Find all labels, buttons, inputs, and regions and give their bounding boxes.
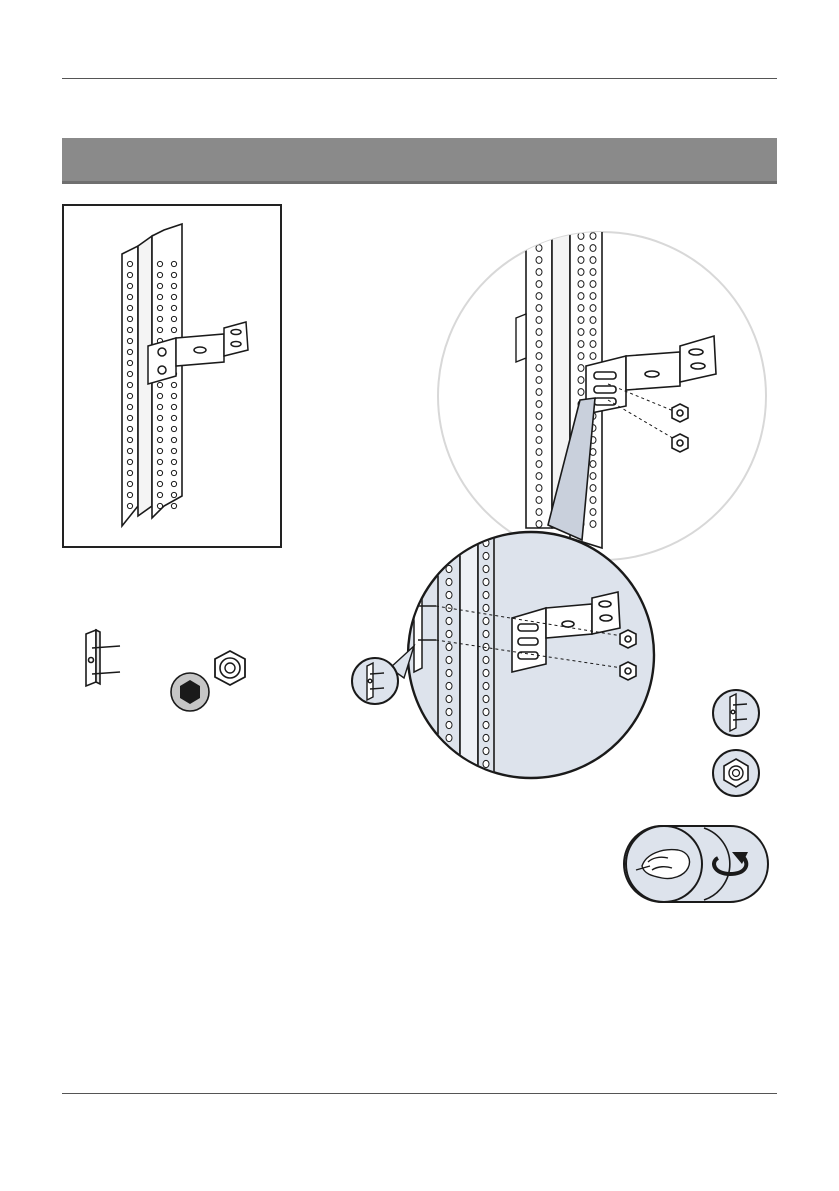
rail-hole	[446, 630, 452, 637]
rail-hole	[171, 426, 176, 431]
rail-hole	[157, 294, 162, 299]
rail-hole	[483, 773, 489, 780]
rack-rail-with-bracket-icon	[64, 206, 284, 550]
rail-hole	[157, 283, 162, 288]
hex-flange-nut-icon	[210, 648, 250, 688]
rail-hole	[578, 365, 584, 372]
rail-hole	[157, 503, 162, 508]
rail-hole	[157, 437, 162, 442]
rail-hole	[127, 316, 132, 321]
section-title	[62, 149, 76, 169]
rail-hole	[483, 552, 489, 559]
rail-hole	[590, 233, 596, 240]
overview-figure	[62, 204, 282, 548]
rail-hole	[446, 617, 452, 624]
rail-hole	[446, 773, 452, 780]
rail-hole	[483, 669, 489, 676]
rail-hole	[446, 669, 452, 676]
rail-hole	[483, 747, 489, 754]
rail-hole	[446, 760, 452, 767]
rail-hole	[483, 760, 489, 767]
rail-hole	[171, 305, 176, 310]
rail-hole	[127, 283, 132, 288]
hand-tighten-icon	[622, 822, 772, 906]
rail-hole	[446, 578, 452, 585]
rail-hole	[536, 329, 542, 336]
zoom-detail-view	[396, 520, 666, 790]
rail-hole	[483, 708, 489, 715]
rail-hole	[483, 695, 489, 702]
rail-hole	[127, 470, 132, 475]
rail-hole	[171, 481, 176, 486]
rail-hole	[157, 481, 162, 486]
rail-hole	[171, 459, 176, 464]
rail-hole	[483, 682, 489, 689]
rail-hole	[578, 353, 584, 360]
rail-hole	[157, 272, 162, 277]
rail-hole	[536, 257, 542, 264]
rail-hole	[127, 360, 132, 365]
rail-hole	[578, 245, 584, 252]
rail-hole	[536, 305, 542, 312]
rail-hole	[590, 329, 596, 336]
rail-hole	[536, 281, 542, 288]
rail-hole	[127, 382, 132, 387]
rail-hole	[590, 317, 596, 324]
rail-hole	[171, 415, 176, 420]
rail-hole	[578, 305, 584, 312]
clip-nut-side-icon	[711, 688, 761, 738]
rail-hole	[590, 245, 596, 252]
rail-hole	[590, 281, 596, 288]
rail-hole	[157, 404, 162, 409]
rail-hole	[578, 293, 584, 300]
rail-hole	[171, 437, 176, 442]
rail-hole	[157, 426, 162, 431]
rail-hole	[590, 341, 596, 348]
rail-hole	[127, 503, 132, 508]
rail-hole	[127, 261, 132, 266]
rail-hole	[157, 316, 162, 321]
rail-hole	[536, 353, 542, 360]
section-banner	[62, 138, 777, 184]
rail-hole	[171, 294, 176, 299]
rail-hole	[536, 245, 542, 252]
rail-hole	[127, 338, 132, 343]
hex-socket-icon	[168, 670, 212, 714]
rail-hole	[578, 257, 584, 264]
clip-nut-callout-icon	[350, 656, 400, 706]
rail-hole	[157, 459, 162, 464]
rail-hole	[127, 349, 132, 354]
rail-hole	[446, 734, 452, 741]
rail-hole	[127, 426, 132, 431]
rail-hole	[171, 327, 176, 332]
rail-hole	[578, 341, 584, 348]
rail-hole	[483, 734, 489, 741]
rail-hole	[127, 459, 132, 464]
rail-hole	[171, 272, 176, 277]
rail-hole	[171, 470, 176, 475]
nut-callout-icon	[711, 748, 761, 798]
rail-hole	[157, 305, 162, 310]
clip-nut-icon	[78, 628, 128, 688]
rail-hole	[578, 329, 584, 336]
rail-hole	[483, 656, 489, 663]
rail-hole	[446, 695, 452, 702]
rail-hole	[157, 492, 162, 497]
rail-hole	[590, 305, 596, 312]
rail-hole	[446, 643, 452, 650]
rail-hole	[157, 470, 162, 475]
rail-hole	[536, 233, 542, 240]
rail-hole	[157, 327, 162, 332]
rail-hole	[446, 721, 452, 728]
rail-hole	[157, 261, 162, 266]
rail-hole	[171, 503, 176, 508]
rail-hole	[127, 448, 132, 453]
rail-hole	[590, 269, 596, 276]
rail-hole	[536, 317, 542, 324]
rail-hole	[536, 269, 542, 276]
rail-hole	[446, 539, 452, 546]
rail-hole	[590, 353, 596, 360]
rail-hole	[536, 293, 542, 300]
rail-hole	[127, 305, 132, 310]
rail-hole	[578, 317, 584, 324]
rail-hole	[127, 404, 132, 409]
rail-hole	[536, 341, 542, 348]
rail-hole	[483, 578, 489, 585]
rail-hole	[171, 448, 176, 453]
rail-hole	[446, 656, 452, 663]
rail-hole	[171, 261, 176, 266]
rail-hole	[446, 526, 452, 533]
rail-hole	[127, 371, 132, 376]
rail-hole	[171, 382, 176, 387]
rail-hole	[483, 617, 489, 624]
rail-hole	[446, 682, 452, 689]
rail-hole	[446, 591, 452, 598]
rail-hole	[536, 365, 542, 372]
rail-hole	[483, 565, 489, 572]
rail-hole	[171, 283, 176, 288]
rail-hole	[446, 708, 452, 715]
rail-hole	[157, 382, 162, 387]
rail-hole	[171, 492, 176, 497]
rail-hole	[590, 257, 596, 264]
bottom-rule	[62, 1093, 777, 1094]
rail-hole	[171, 316, 176, 321]
rail-hole	[127, 393, 132, 398]
rail-hole	[157, 415, 162, 420]
rail-hole	[171, 393, 176, 398]
rail-hole	[157, 448, 162, 453]
rail-hole	[578, 269, 584, 276]
top-rule	[62, 78, 777, 79]
rail-hole	[171, 404, 176, 409]
rail-hole	[127, 437, 132, 442]
rail-hole	[578, 281, 584, 288]
rail-hole	[127, 492, 132, 497]
rail-hole	[127, 272, 132, 277]
rail-hole	[483, 591, 489, 598]
rail-hole	[157, 393, 162, 398]
rail-hole	[483, 604, 489, 611]
rail-hole	[483, 526, 489, 533]
rail-hole	[446, 552, 452, 559]
rail-hole	[483, 721, 489, 728]
rail-hole	[127, 327, 132, 332]
rail-hole	[590, 293, 596, 300]
rail-hole	[483, 630, 489, 637]
rail-hole	[127, 415, 132, 420]
rail-hole	[127, 294, 132, 299]
rail-hole	[127, 481, 132, 486]
